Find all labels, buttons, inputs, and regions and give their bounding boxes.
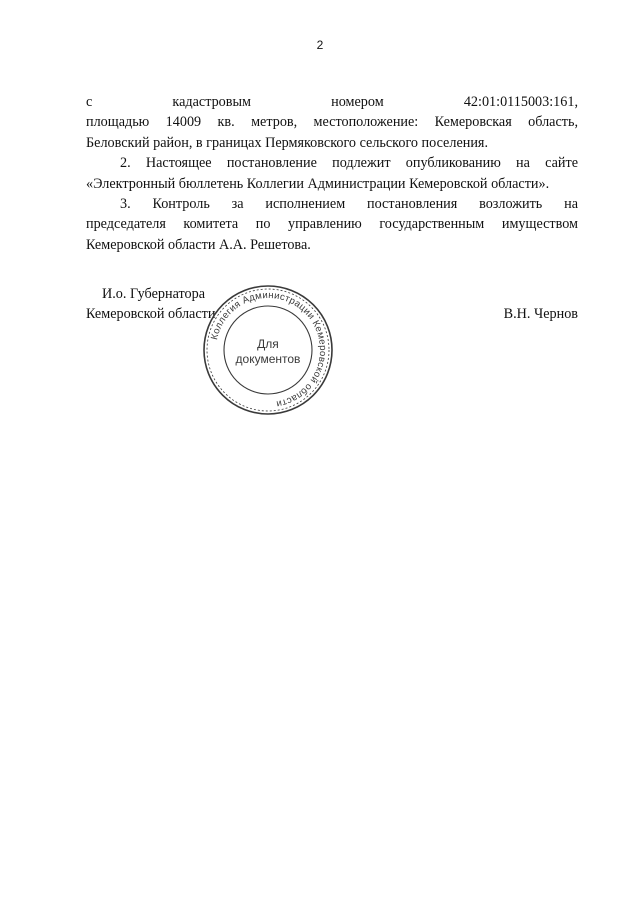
paragraph-2-line-2: «Электронный бюллетень Коллегии Администрации Кемеровской области». — [86, 175, 550, 192]
paragraph-1-line-3: Беловский район, в границах Пермяковского сельского поселения. — [86, 134, 488, 151]
paragraph-3-line-3: Кемеровской области А.А. Решетова. — [86, 236, 311, 253]
paragraph-1-line-1: с кадастровым номером 42:01:0115003:161, — [86, 94, 578, 110]
paragraph-3-line-2: председателя комитета по управлению государственным имуществом — [86, 216, 578, 233]
paragraph-2-line-1: 2. Настоящее постановление подлежит опубликованию на сайте — [120, 155, 578, 172]
signature-title-line-2: Кемеровской области — [86, 306, 216, 322]
paragraph-1-line-2: площадью 14009 кв. метров, местоположение: Кемеровская область, — [86, 114, 578, 131]
signature-title-line-1: И.о. Губернатора — [102, 286, 205, 302]
stamp-center-line-1: Для — [257, 337, 279, 351]
stamp-center-line-2: документов — [235, 352, 301, 366]
document-body — [86, 92, 578, 255]
stamp-ring-textpath: Коллегия Администрации Кемеровской области — [209, 289, 329, 410]
page-number: 2 — [316, 38, 324, 52]
signature-name: В.Н. Чернов — [503, 306, 578, 322]
official-seal-stamp — [200, 282, 336, 418]
paragraph-3-line-1: 3. Контроль за исполнением постановления возложить на — [120, 195, 578, 212]
